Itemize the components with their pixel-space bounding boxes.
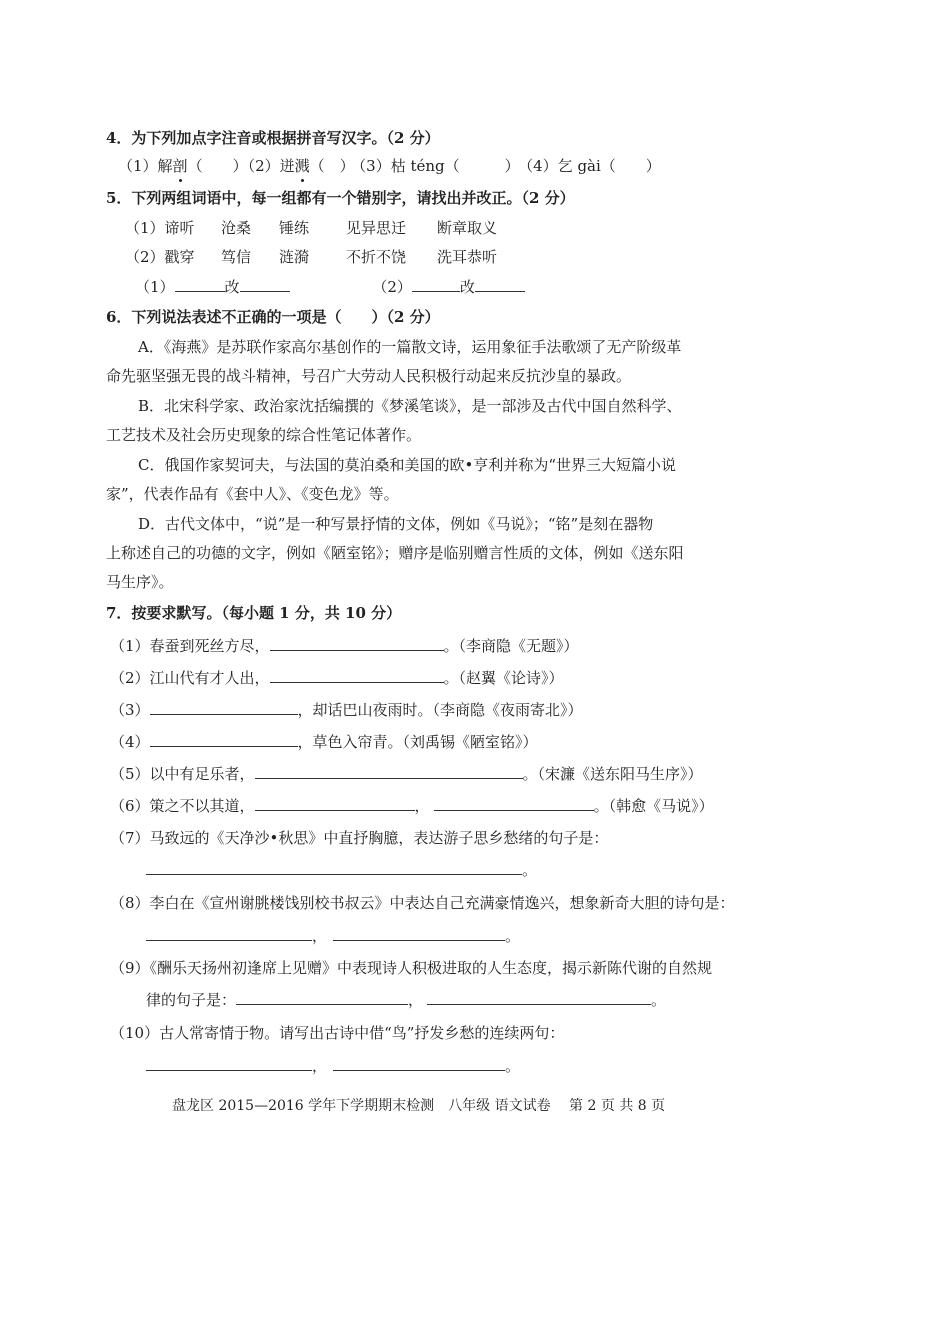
q7-item6-blank2[interactable] <box>434 796 594 811</box>
q5-answer1-correct-blank[interactable] <box>240 277 290 292</box>
q7-item10-blank1[interactable] <box>146 1056 312 1071</box>
q6-option-c-line2: 家”，代表作品有《套中人》、《变色龙》等。 <box>106 485 399 503</box>
q7-item7-answer <box>146 860 537 880</box>
q7-item10-prompt: （10）古人常寄情于物。请写出古诗中借“鸟”抒发乡愁的连续两句： <box>110 1024 565 1042</box>
q7-item5-source: 。（宋濂《送东阳马生序》） <box>522 765 703 783</box>
q7-item2-blank[interactable] <box>270 668 444 683</box>
q7-item1-blank[interactable] <box>270 636 444 651</box>
q5-answer1-wrong-blank[interactable] <box>175 277 225 292</box>
q4-item2-blank: （ ） <box>309 157 355 175</box>
q7-item10-comma: ， <box>312 1057 328 1075</box>
q4-item4: （4）乞 gài（ ） <box>525 157 661 175</box>
q5-row2-word5: 洗耳恭听 <box>437 248 498 266</box>
q7-item9-comma: ， <box>408 991 424 1009</box>
q4-item2-label: （2）迸 <box>247 157 295 175</box>
q7-item8-blank2[interactable] <box>333 926 505 941</box>
q7-item9-line2 <box>146 990 666 1010</box>
q7-item5 <box>110 764 703 784</box>
q7-item5-blank[interactable] <box>255 764 523 779</box>
q6-option-b-line2: 工艺技术及社会历史现象的综合性笔记体著作。 <box>106 426 422 444</box>
q7-item9-line1: （9）《酬乐天扬州初逢席上见赠》中表现诗人积极进取的人生态度，揭示新陈代谢的自然规 <box>110 959 713 977</box>
q6-option-d-line2: 上称述自己的功德的文字，例如《陋室铭》；赠序是临别赠言性质的文体，例如《送东阳 <box>106 544 684 562</box>
q5-answer2-correct-blank[interactable] <box>475 277 525 292</box>
q7-item8-blank1[interactable] <box>146 926 312 941</box>
q7-item2 <box>110 668 564 688</box>
q7-item8-comma: ， <box>312 927 328 945</box>
q4-title: 4．为下列加点字注音或根据拼音写汉字。（2 分） <box>106 129 440 147</box>
q7-title: 7．按要求默写。（每小题 1 分，共 10 分） <box>106 604 402 622</box>
q6-title: 6．下列说法表述不正确的一项是（ ）（2 分） <box>106 308 440 326</box>
q6-option-d-line1: D．古代文体中，“说”是一种写景抒情的文体，例如《马说》；“铭”是刻在器物 <box>138 515 654 533</box>
q7-item3-label: （3） <box>110 701 150 719</box>
q7-item1-source: 。（李商隐《无题》） <box>443 637 579 655</box>
q5-answer1-change-label: 改 <box>224 278 240 296</box>
q7-item6 <box>110 796 714 816</box>
q6-option-a-line1: A．《海燕》是苏联作家高尔基创作的一篇散文诗，运用象征手法歌颂了无产阶级革 <box>138 338 682 356</box>
q7-item2-prompt: （2）江山代有才人出， <box>110 669 270 687</box>
q7-item8-answer <box>146 926 520 946</box>
q4-item2-dotted-char: 溅 <box>294 157 310 175</box>
q7-item3 <box>110 700 583 720</box>
q7-item2-source: 。（赵翼《论诗》） <box>443 669 564 687</box>
q7-item9-blank2[interactable] <box>427 990 651 1005</box>
q5-answer2-wrong-blank[interactable] <box>412 277 460 292</box>
q7-item8-prompt: （8）李白在《宣州谢朓楼饯别校书叔云》中表达自己充满豪情逸兴，想象新奇大胆的诗句是： <box>110 894 735 912</box>
q5-row1-word5: 断章取义 <box>437 219 498 237</box>
q6-option-a-line2: 命先驱坚强无畏的战斗精神，号召广大劳动人民积极行动起来反抗沙皇的暴政。 <box>106 367 632 385</box>
q7-item3-blank[interactable] <box>150 700 298 715</box>
q5-row1-word3: 锤练 <box>279 219 310 237</box>
q7-item10-answer <box>146 1056 520 1076</box>
q4-item1-blank: （ ） <box>187 157 248 175</box>
q4-item3: （3）枯 téng（ ） <box>358 157 520 175</box>
q7-item3-prompt: ，却话巴山夜雨时。（李商隐《夜雨寄北》） <box>297 701 583 719</box>
q5-row2-word4: 不折不饶 <box>346 248 407 266</box>
q6-option-d-line3: 马生序》。 <box>106 573 174 591</box>
q7-item4-label: （4） <box>110 733 150 751</box>
q4-item1-label: （1）解 <box>118 157 173 175</box>
q7-item10-blank2[interactable] <box>333 1056 505 1071</box>
q7-item9-blank1[interactable] <box>236 990 408 1005</box>
q5-answer1-label: （1） <box>135 278 175 296</box>
q7-item8-end: 。 <box>505 927 521 945</box>
q7-item1 <box>110 636 579 656</box>
q5-answer-line <box>135 277 525 297</box>
q6-option-c-line1: C．俄国作家契诃夫，与法国的莫泊桑和美国的欧•亨利并称为“世界三大短篇小说 <box>138 456 676 474</box>
q5-row2-word2: 笃信 <box>221 248 252 266</box>
q7-item7-blank[interactable] <box>146 860 522 875</box>
q5-answer2-change-label: 改 <box>459 278 475 296</box>
q7-item4 <box>110 732 538 752</box>
q7-item6-prompt: （6）策之不以其道， <box>110 797 255 815</box>
q7-item9-end: 。 <box>651 991 667 1009</box>
q4-items <box>118 156 661 176</box>
q7-item10-end: 。 <box>505 1057 521 1075</box>
q7-item6-comma: ， <box>414 797 430 815</box>
q7-item5-prompt: （5）以中有足乐者， <box>110 765 255 783</box>
q5-row1-word2: 沧桑 <box>221 219 252 237</box>
q4-item1-dotted-char: 剖 <box>172 157 188 175</box>
q5-title: 5．下列两组词语中，每一组都有一个错别字，请找出并改正。（2 分） <box>106 189 575 207</box>
q6-option-b-line1: B．北宋科学家、政治家沈括编撰的《梦溪笔谈》，是一部涉及古代中国自然科学、 <box>138 397 682 415</box>
q5-answer2-label: （2） <box>372 278 412 296</box>
page-footer: 盘龙区 2015—2016 学年下学期期末检测 八年级 语文试卷 第 2 页 共 8 页 <box>172 1098 666 1114</box>
q7-item9-prompt: 律的句子是： <box>146 991 237 1009</box>
q7-item7-end: 。 <box>522 861 538 879</box>
q5-row1-word1: （1）谛听 <box>125 219 195 237</box>
q5-row1-word4: 见异思迁 <box>346 219 407 237</box>
q7-item6-source: 。（韩愈《马说》） <box>593 797 714 815</box>
q5-row2-word3: 涟漪 <box>279 248 310 266</box>
q7-item7-prompt: （7）马致远的《天净沙•秋思》中直抒胸臆，表达游子思乡愁绪的句子是： <box>110 829 609 847</box>
q7-item1-prompt: （1）春蚕到死丝方尽， <box>110 637 270 655</box>
q5-row2-word1: （2）戳穿 <box>125 248 195 266</box>
q7-item4-prompt: ，草色入帘青。（刘禹锡《陋室铭》） <box>297 733 538 751</box>
q7-item4-blank[interactable] <box>150 732 298 747</box>
q7-item6-blank1[interactable] <box>255 796 415 811</box>
